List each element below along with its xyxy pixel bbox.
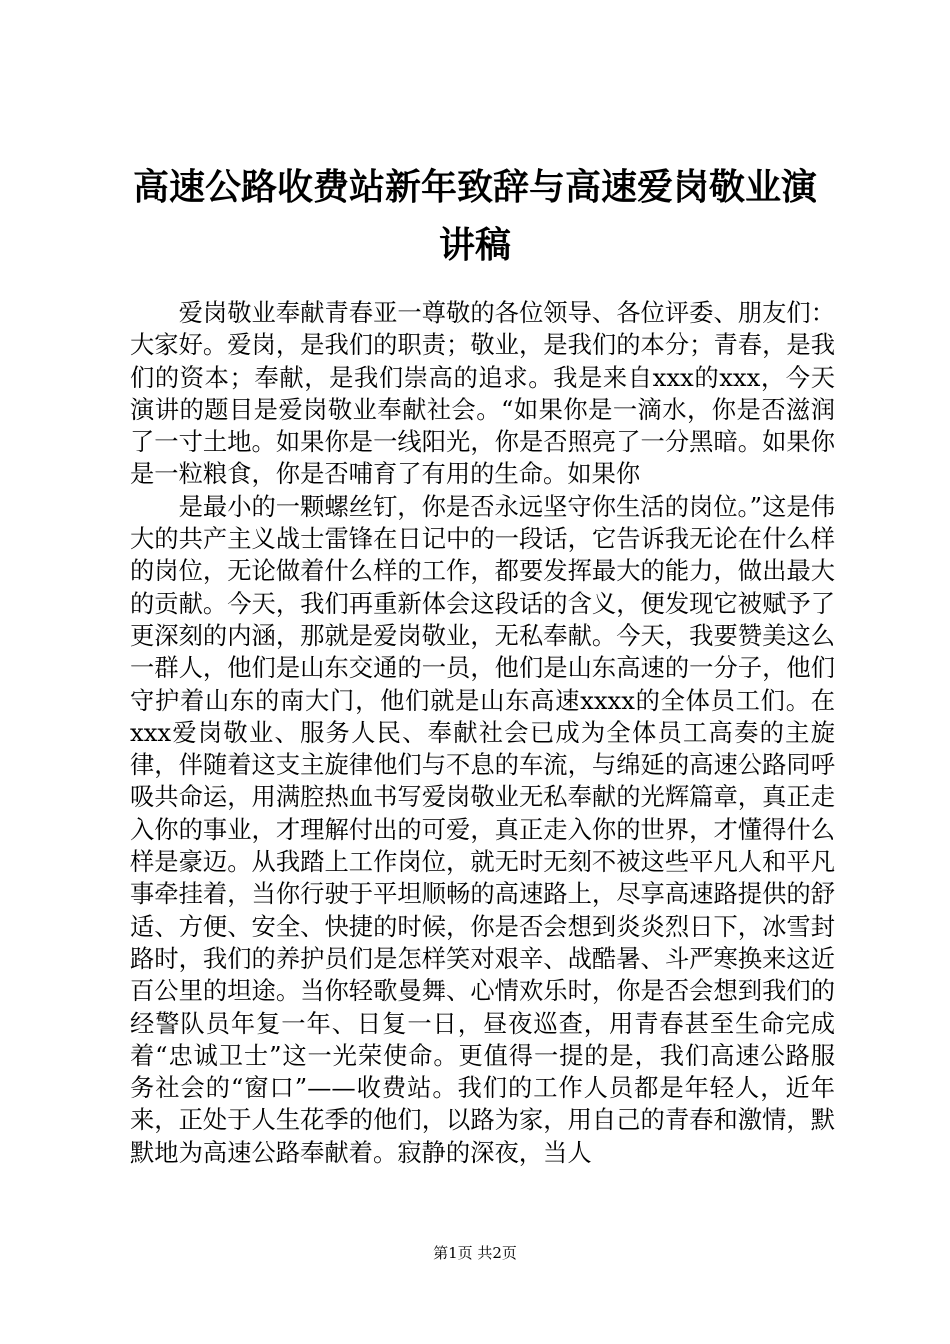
document-title: 高速公路收费站新年致辞与高速爱岗敬业演讲稿	[132, 166, 817, 266]
paragraph-1: 爱岗敬业奉献青春亚一尊敬的各位领导、各位评委、朋友们：大家好。爱岗，是我们的职责；敬业，是我们的本分；青春，是我们的资本；奉献，是我们崇高的追求。我是来自xxx的xxx，今天演讲的题目是爱岗敬业奉献社会。“如果你是一滴水，你是否滋润了一寸土地。如果你是一线阳光，你是否照亮了一分黑暗。如果你是一粒粮食，你是否哺育了有用的生命。如果你	[130, 298, 835, 489]
page-footer: 第1页 共2页	[433, 1244, 517, 1262]
document-body	[130, 297, 835, 1169]
paragraph-2: 是最小的一颗螺丝钉，你是否永远坚守你生活的岗位。”这是伟大的共产主义战士雷锋在日记中的一段话，它告诉我无论在什么样的岗位，无论做着什么样的工作，都要发挥最大的能力，做出最大的贡献。今天，我们再重新体会这段话的含义，便发现它被赋予了更深刻的内涵，那就是爱岗敬业，无私奉献。今天，我要赞美这么一群人，他们是山东交通的一员，他们是山东高速的一分子，他们守护着山东的南大门，他们就是山东高速xxxx的全体员工们。在xxx爱岗敬业、服务人民、奉献社会已成为全体员工高奏的主旋律，伴随着这支主旋律他们与不息的车流，与绵延的高速公路同呼吸共命运，用满腔热血书写爱岗敬业无私奉献的光辉篇章，真正走入你的事业，才理解付出的可爱，真正走入你的世界，才懂得什么样是豪迈。从我踏上工作岗位，就无时无刻不被这些平凡人和平凡事牵挂着，当你行驶于平坦顺畅的高速路上，尽享高速路提供的舒适、方便、安全、快捷的时候，你是否会想到炎炎烈日下，冰雪封路时，我们的养护员们是怎样笑对艰辛、战酷暑、斗严寒换来这近百公里的坦途。当你轻歌曼舞、心情欢乐时，你是否会想到我们的经警队员年复一年、日复一日，昼夜巡查，用青春甚至生命完成着“忠诚卫士”这一光荣使命。更值得一提的是，我们高速公路服务社会的“窗口”——收费站。我们的工作人员都是年轻人，近年来，正处于人生花季的他们，以路为家，用自己的青春和激情，默默地为高速公路奉献着。寂静的深夜，当人	[130, 491, 835, 1167]
